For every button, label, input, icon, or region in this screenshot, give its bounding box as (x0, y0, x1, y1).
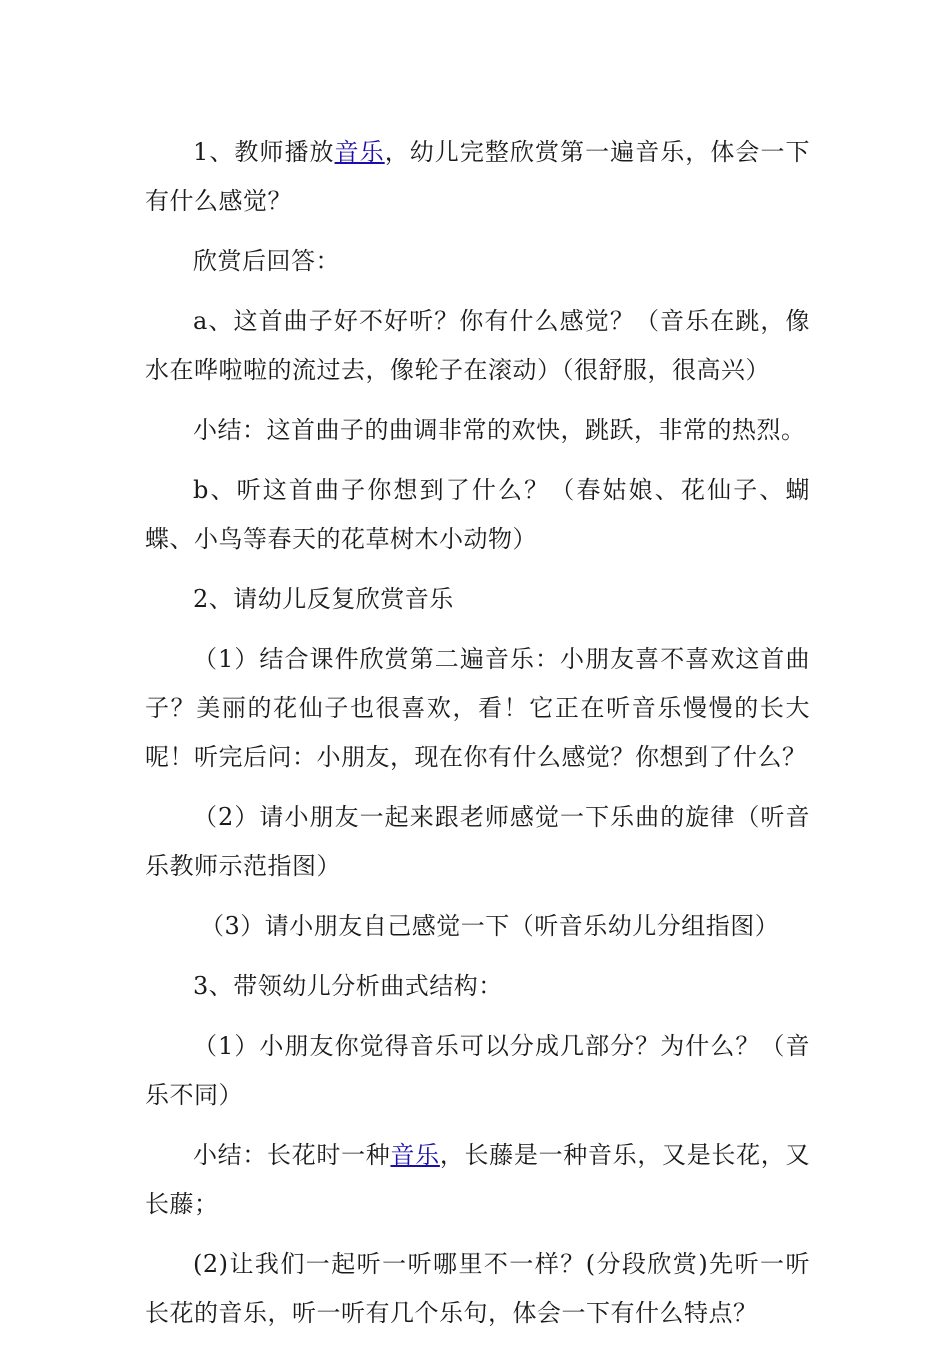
paragraph-step-2: 2、请幼儿反复欣赏音乐 (193, 585, 454, 613)
paragraph-structure-question: （1）小朋友你觉得音乐可以分成几部分？为什么？（音乐不同） (145, 1032, 810, 1109)
music-link[interactable]: 音乐 (334, 138, 385, 166)
paragraph-question-a: a、这首曲子好不好听？你有什么感觉？（音乐在跳，像水在哗啦啦的流过去，像轮子在滚动）（很舒服，很高兴） (145, 307, 810, 384)
paragraph-substep-3: （3）请小朋友自己感觉一下（听音乐幼儿分组指图） (200, 912, 780, 940)
paragraph-substep-2: （2）请小朋友一起来跟老师感觉一下乐曲的旋律（听音乐教师示范指图） (145, 803, 810, 880)
paragraph-segment-listening: (2)让我们一起听一听哪里不一样？(分段欣赏)先听一听长花的音乐，听一听有几个乐句，体会一下有什么特点？ (145, 1250, 810, 1327)
paragraph-step-3: 3、带领幼儿分析曲式结构： (193, 972, 503, 1000)
paragraph-text: ，长藤是一种音乐，又是长花，又长藤； (145, 1141, 810, 1218)
paragraph-step-1 (145, 128, 810, 226)
paragraph-text: 小结：长花时一种 (193, 1141, 391, 1169)
paragraph-summary-2 (145, 1131, 810, 1229)
paragraph-substep-1: （1）结合课件欣赏第二遍音乐：小朋友喜不喜欢这首曲子？美丽的花仙子也很喜欢，看！它正在听音乐慢慢的长大呢！听完后问：小朋友，现在你有什么感觉？你想到了什么？ (145, 645, 810, 771)
paragraph-text: 1、教师播放 (193, 138, 335, 166)
paragraph-answer-intro: 欣赏后回答： (193, 247, 340, 275)
music-link[interactable]: 音乐 (390, 1141, 440, 1169)
paragraph-question-b: b、听这首曲子你想到了什么？（春姑娘、花仙子、蝴蝶、小鸟等春天的花草树木小动物） (145, 476, 810, 553)
paragraph-summary-1: 小结：这首曲子的曲调非常的欢快，跳跃，非常的热烈。 (193, 416, 806, 444)
paragraph-text: ，幼儿完整欣赏第一遍音乐，体会一下有什么感觉？ (145, 138, 810, 215)
document-body (145, 128, 810, 1349)
